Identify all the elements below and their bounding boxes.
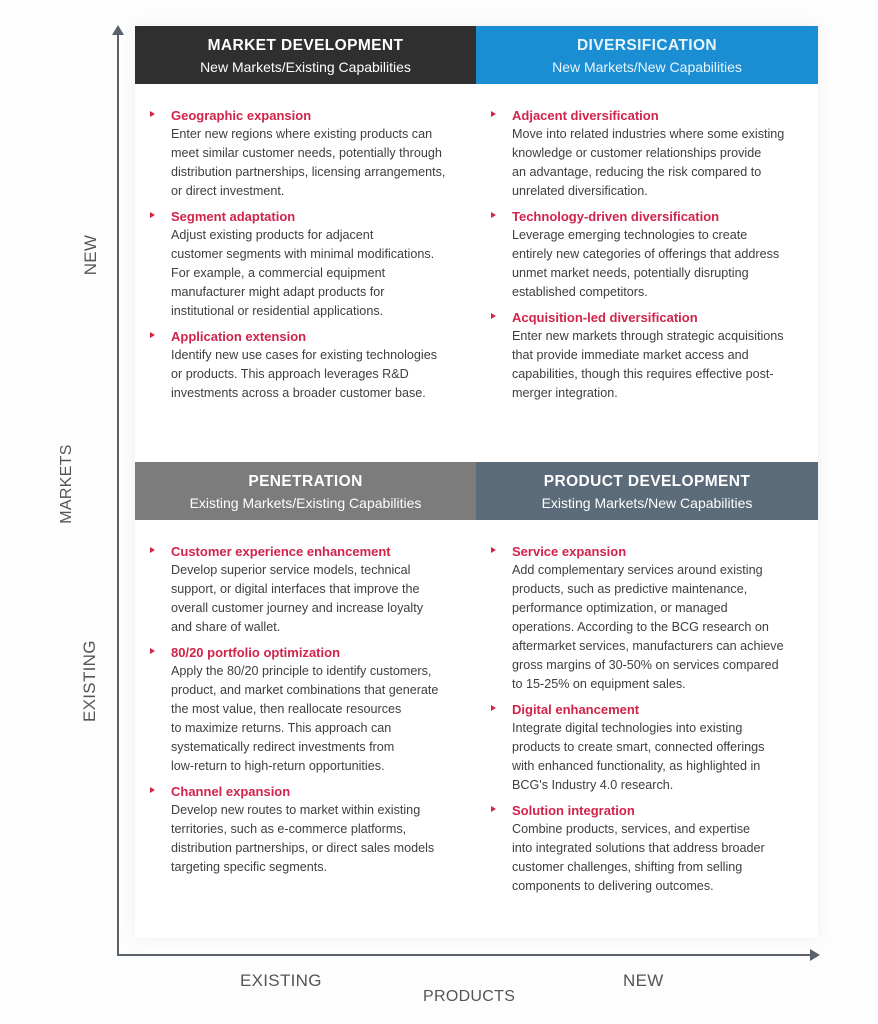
- item-description: Combine products, services, and expertise into integrated solutions that address broader customer challenges, shifting from selling components to delivering outcomes.: [512, 822, 765, 893]
- bullet-icon: [491, 313, 496, 319]
- quadrant-subtitle: New Markets/Existing Capabilities: [200, 59, 411, 75]
- list-item: [150, 106, 470, 201]
- x-axis-title: PRODUCTS: [423, 988, 516, 1005]
- bullet-icon: [150, 787, 155, 793]
- penetration-header: [135, 462, 476, 520]
- item-title: Customer experience enhancement: [171, 544, 391, 559]
- item-description: Develop new routes to market within existing territories, such as e-commerce platforms, distribution partnerships, or direct sales models targeting specific segments.: [171, 803, 435, 874]
- list-item: [150, 207, 470, 321]
- bullet-icon: [491, 111, 496, 117]
- quadrant-title: PRODUCT DEVELOPMENT: [543, 473, 751, 490]
- y-axis-line: [117, 34, 119, 956]
- list-item: [491, 700, 811, 795]
- market-development-list: [150, 106, 470, 409]
- quadrant-subtitle: Existing Markets/New Capabilities: [541, 495, 753, 511]
- x-axis-line: [117, 954, 812, 956]
- list-item: [150, 542, 470, 637]
- quadrant-title: DIVERSIFICATION: [576, 37, 718, 54]
- item-title: Channel expansion: [171, 784, 291, 799]
- item-title: Acquisition-led diversification: [512, 310, 698, 325]
- list-item: [491, 542, 811, 694]
- item-title: Service expansion: [512, 544, 627, 559]
- arrow-right-icon: [810, 949, 820, 961]
- bullet-icon: [491, 806, 496, 812]
- item-title: 80/20 portfolio optimization: [171, 645, 341, 660]
- bullet-icon: [150, 332, 155, 338]
- item-title: Digital enhancement: [512, 702, 640, 717]
- bullet-icon: [150, 648, 155, 654]
- y-axis-low-label: EXISTING: [80, 640, 99, 722]
- item-description: Add complementary services around existing products, such as predictive maintenance, performance optimization, or managed operations. According to the BCG research on aftermarket services, manufacturers can achieve gross margins of 30-50% on services compared to 15-25% on equipment sales.: [512, 563, 784, 691]
- list-item: [491, 106, 811, 201]
- bullet-icon: [491, 705, 496, 711]
- item-title: Geographic expansion: [171, 108, 312, 123]
- item-title: Application extension: [171, 329, 307, 344]
- market-development-header: [135, 26, 476, 84]
- diversification-list: [491, 106, 811, 409]
- item-description: Identify new use cases for existing technologies or products. This approach leverages R&D investments across a broader customer base.: [171, 348, 438, 400]
- arrow-up-icon: [112, 25, 124, 35]
- bullet-icon: [150, 111, 155, 117]
- list-item: [150, 643, 470, 776]
- item-description: Adjust existing products for adjacent customer segments with minimal modifications. For example, a commercial equipment manufacturer might adapt products for institutional or residential applications.: [171, 228, 435, 318]
- item-description: Apply the 80/20 principle to identify customers, product, and market combinations that generate the most value, then reallocate resources to maximize returns. This approach can systematically redirect investments from low-return to high-return opportunities.: [171, 664, 439, 773]
- x-axis-high-label: NEW: [623, 971, 664, 990]
- x-axis-low-label: EXISTING: [240, 971, 322, 990]
- list-item: [150, 327, 470, 403]
- item-description: Enter new markets through strategic acquisitions that provide immediate market access and capabilities, though this requires effective post- merger integration.: [512, 329, 784, 400]
- item-title: Technology-driven diversification: [512, 209, 720, 224]
- penetration-list: [150, 542, 470, 883]
- item-description: Develop superior service models, technical support, or digital interfaces that improve the overall customer journey and increase loyalty and share of wallet.: [171, 563, 423, 634]
- item-description: Leverage emerging technologies to create entirely new categories of offerings that address unmet market needs, potentially disrupting established competitors.: [512, 228, 780, 299]
- item-title: Adjacent diversification: [512, 108, 659, 123]
- bullet-icon: [150, 547, 155, 553]
- list-item: [491, 207, 811, 302]
- product-development-header: [476, 462, 818, 520]
- bullet-icon: [491, 547, 496, 553]
- diversification-header: [476, 26, 818, 84]
- y-axis-title: MARKETS: [58, 444, 75, 524]
- item-description: Enter new regions where existing products can meet similar customer needs, potentially through distribution partnerships, licensing arrangements, or direct investment.: [171, 127, 446, 198]
- item-title: Solution integration: [512, 803, 635, 818]
- item-description: Move into related industries where some existing knowledge or customer relationships provide an advantage, reducing the risk compared to unrelated diversification.: [512, 127, 785, 198]
- list-item: [491, 801, 811, 896]
- list-item: [491, 308, 811, 403]
- quadrant-subtitle: New Markets/New Capabilities: [552, 59, 742, 75]
- list-item: [150, 782, 470, 877]
- item-title: Segment adaptation: [171, 209, 296, 224]
- bullet-icon: [150, 212, 155, 218]
- item-description: Integrate digital technologies into existing products to create smart, connected offerings with enhanced functionality, as highlighted in BCG's Industry 4.0 research.: [512, 721, 765, 792]
- y-axis-high-label: NEW: [81, 234, 100, 276]
- quadrant-subtitle: Existing Markets/Existing Capabilities: [189, 495, 422, 511]
- quadrant-title: MARKET DEVELOPMENT: [207, 37, 404, 54]
- quadrant-title: PENETRATION: [248, 473, 363, 490]
- product-development-list: [491, 542, 811, 902]
- bullet-icon: [491, 212, 496, 218]
